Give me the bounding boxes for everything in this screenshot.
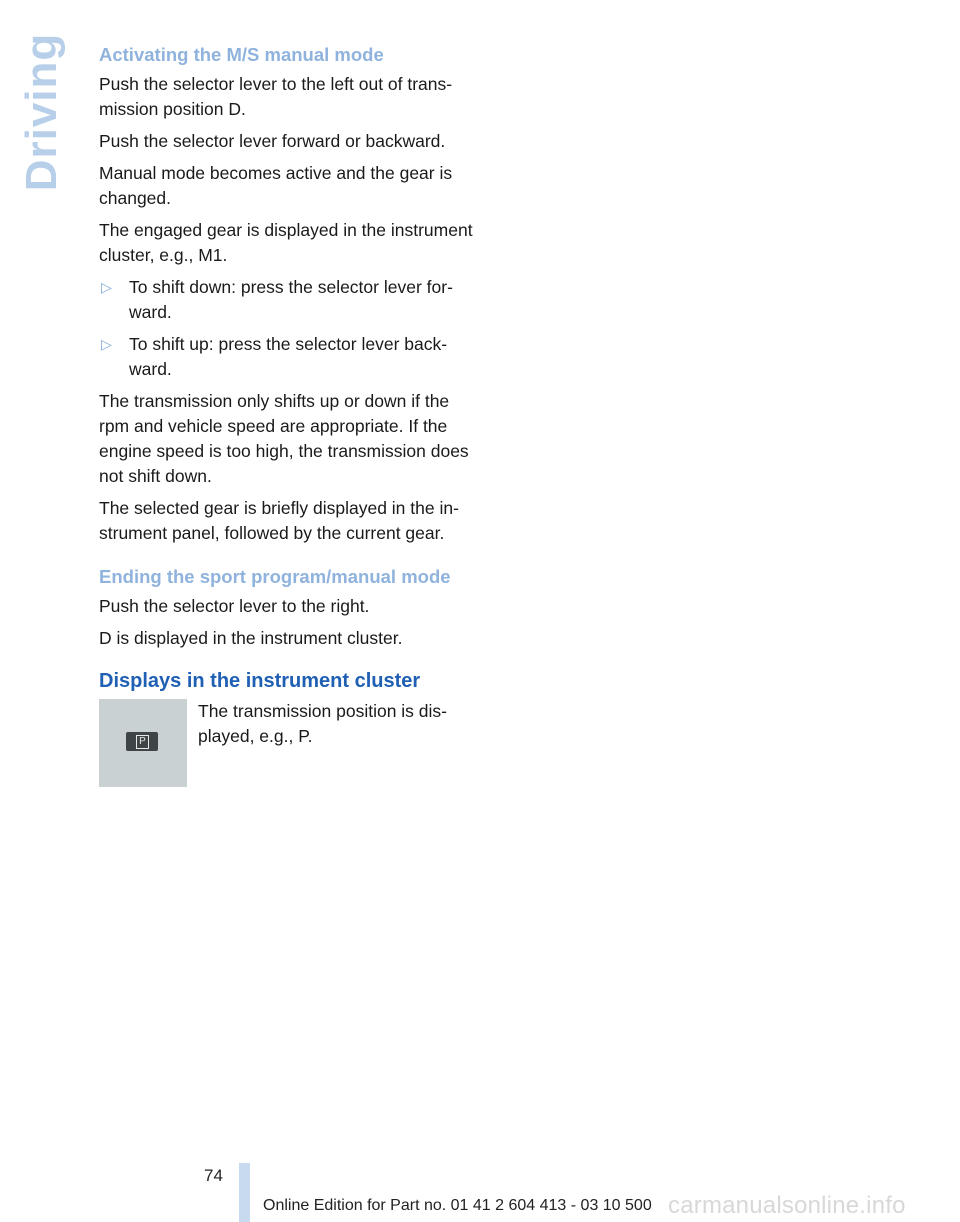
watermark: carmanualsonline.info	[668, 1192, 906, 1219]
paragraph: The engaged gear is displayed in the instrument cluster, e.g., M1.	[99, 220, 473, 265]
paragraph: The transmission only shifts up or down if the rpm and vehicle speed are appropriate. If the engine speed is too high, the transmission does not shift down.	[99, 391, 469, 486]
list-item	[99, 332, 479, 382]
triangle-bullet-icon: ▷	[101, 336, 112, 352]
list-item	[99, 275, 479, 325]
paragraph: Push the selector lever to the right.	[99, 596, 370, 616]
triangle-bullet-icon: ▷	[101, 279, 112, 295]
gear-display-figure-row	[99, 697, 479, 785]
paragraph: Push the selector lever to the left out of transmission position D.	[99, 74, 453, 119]
paragraph: D is displayed in the instrument cluster.	[99, 628, 403, 648]
displays-heading: Displays in the instrument cluster	[99, 670, 421, 692]
edition-text: Online Edition for Part no. 01 41 2 604 413 - 03 10 500	[263, 1197, 652, 1214]
list-item-text: To shift down: press the selector lever forward.	[129, 277, 453, 322]
gear-indicator-symbol: P	[136, 735, 149, 749]
paragraph: The selected gear is briefly displayed in the instrument panel, followed by the current gear.	[99, 498, 459, 543]
shift-instructions-list	[99, 275, 479, 382]
paragraph: Manual mode becomes active and the gear is changed.	[99, 163, 453, 208]
list-item-text: To shift up: press the selector lever backward.	[129, 334, 448, 379]
gear-display-image	[99, 699, 187, 787]
manual-mode-heading: Activating the M/S manual mode	[99, 44, 384, 65]
page-number: 74	[204, 1166, 223, 1185]
chapter-tab-label: Driving	[17, 32, 66, 192]
figure-caption: The transmission position is displayed, e.g., P.	[198, 701, 447, 746]
page-content	[99, 44, 479, 785]
chapter-tab	[17, 32, 66, 192]
gear-indicator-icon	[126, 732, 158, 751]
ending-sport-program-heading: Ending the sport program/manual mode	[99, 566, 451, 587]
footer-divider	[239, 1163, 250, 1222]
paragraph: Push the selector lever forward or backward.	[99, 131, 446, 151]
